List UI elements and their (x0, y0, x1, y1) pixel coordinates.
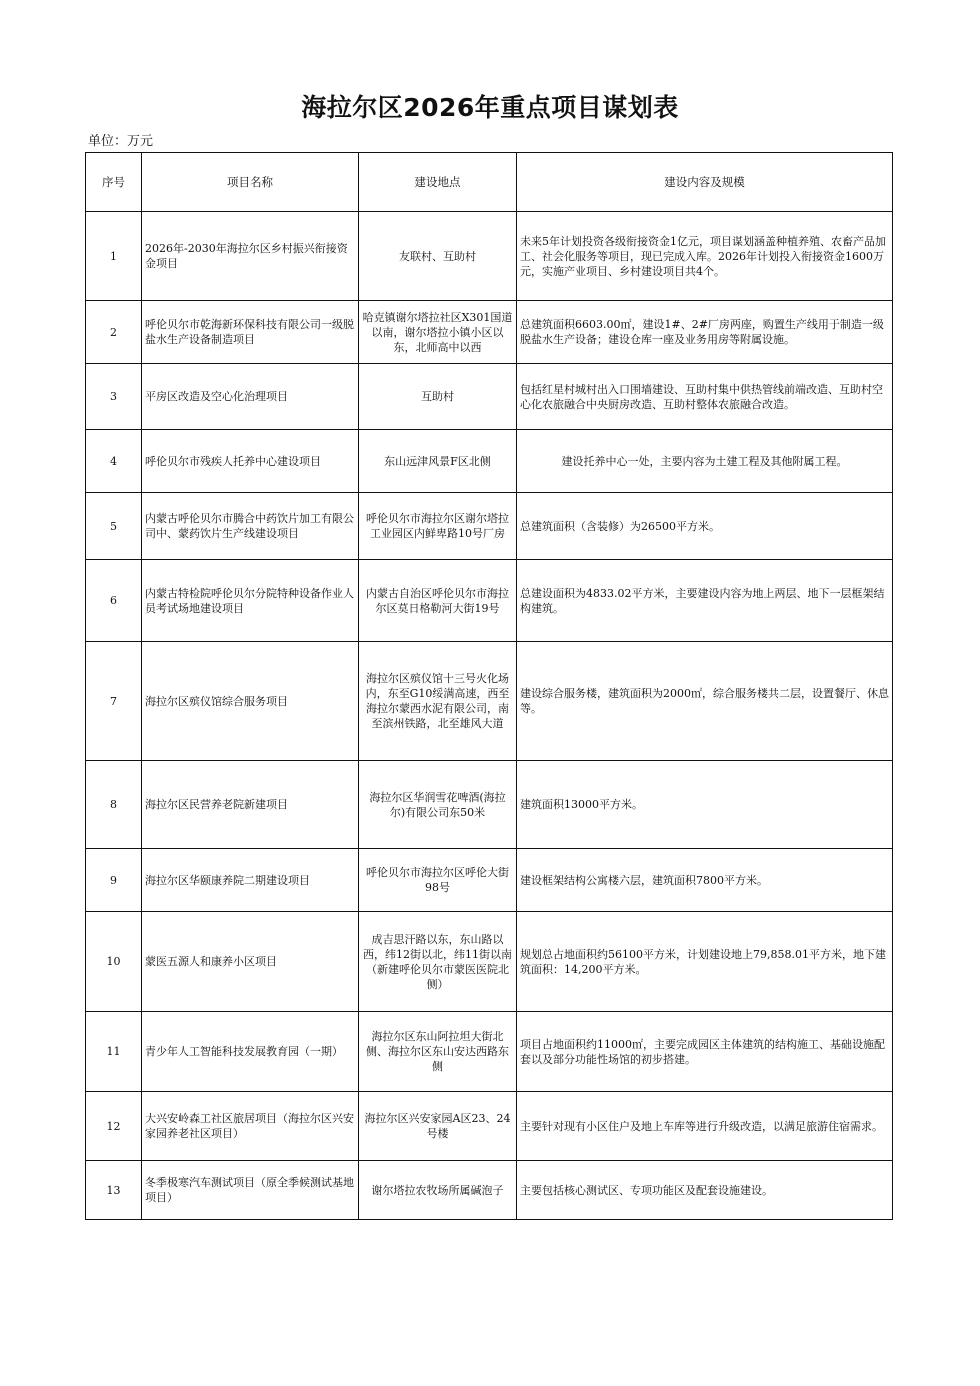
row-name: 内蒙古呼伦贝尔市腾合中药饮片加工有限公司中、蒙药饮片生产线建设项目 (142, 493, 359, 560)
row-no: 2 (86, 301, 142, 364)
header-location: 建设地点 (359, 153, 517, 212)
row-content: 主要针对现有小区住户及地上车库等进行升级改造，以满足旅游住宿需求。 (517, 1092, 893, 1161)
row-location: 海拉尔区兴安家园A区23、24号楼 (359, 1092, 517, 1161)
header-content: 建设内容及规模 (517, 153, 893, 212)
row-name: 海拉尔区殡仪馆综合服务项目 (142, 642, 359, 761)
page-title: 海拉尔区2026年重点项目谋划表 (301, 93, 679, 122)
row-location: 成吉思汗路以东，东山路以西，纬12街以北，纬11街以南（新建呼伦贝尔市蒙医医院北侧） (359, 912, 517, 1012)
row-name: 大兴安岭森工社区旅居项目（海拉尔区兴安家园养老社区项目） (142, 1092, 359, 1161)
row-content: 建设框架结构公寓楼六层，建筑面积7800平方米。 (517, 849, 893, 912)
header-name: 项目名称 (142, 153, 359, 212)
table-row (86, 430, 893, 493)
table-header-row (86, 153, 893, 212)
row-content: 包括红星村城村出入口围墙建设、互助村集中供热管线前端改造、互助村空心化农旅融合中央厨房改造、互助村整体农旅融合改造。 (517, 364, 893, 430)
row-location: 互助村 (359, 364, 517, 430)
unit-label: 单位：万元 (88, 134, 154, 149)
row-content: 未来5年计划投资各级衔接资金1亿元，项目谋划涵盖种植养殖、农畜产品加工、社会化服务等项目，现已完成入库。2026年计划投入衔接资金1600万元，实施产业项目、乡村建设项目共4个。 (517, 212, 893, 301)
row-content: 总建筑面积6603.00㎡，建设1#、2#厂房两座，购置生产线用于制造一级脱盐水生产设备；建设仓库一座及业务用房等附属设施。 (517, 301, 893, 364)
row-no: 10 (86, 912, 142, 1012)
row-name: 海拉尔区民营养老院新建项目 (142, 761, 359, 849)
table-row (86, 493, 893, 560)
row-location: 呼伦贝尔市海拉尔区谢尔塔拉工业园区内鲜卑路10号厂房 (359, 493, 517, 560)
table-row (86, 1012, 893, 1092)
row-name: 呼伦贝尔市乾海新环保科技有限公司一级脱盐水生产设备制造项目 (142, 301, 359, 364)
row-name: 海拉尔区华颐康养院二期建设项目 (142, 849, 359, 912)
row-name: 呼伦贝尔市残疾人托养中心建设项目 (142, 430, 359, 493)
header-no: 序号 (86, 153, 142, 212)
row-no: 8 (86, 761, 142, 849)
row-name: 2026年-2030年海拉尔区乡村振兴衔接资金项目 (142, 212, 359, 301)
row-location: 友联村、互助村 (359, 212, 517, 301)
table-row (86, 849, 893, 912)
row-no: 12 (86, 1092, 142, 1161)
table-row (86, 301, 893, 364)
row-name: 冬季极寒汽车测试项目（原全季候测试基地项目） (142, 1161, 359, 1220)
table-row (86, 364, 893, 430)
row-content: 规划总占地面积约56100平方米，计划建设地上79,858.01平方米，地下建筑面积：14,200平方米。 (517, 912, 893, 1012)
row-name: 蒙医五源人和康养小区项目 (142, 912, 359, 1012)
row-content: 建设托养中心一处，主要内容为土建工程及其他附属工程。 (517, 430, 893, 493)
row-content: 总建筑面积（含装修）为26500平方米。 (517, 493, 893, 560)
row-no: 11 (86, 1012, 142, 1092)
row-no: 4 (86, 430, 142, 493)
row-name: 内蒙古特检院呼伦贝尔分院特种设备作业人员考试场地建设项目 (142, 560, 359, 642)
row-location: 海拉尔区华润雪花啤酒(海拉尔)有限公司东50米 (359, 761, 517, 849)
row-no: 1 (86, 212, 142, 301)
row-location: 哈克镇谢尔塔拉社区X301国道以南，谢尔塔拉小镇小区以东，北师高中以西 (359, 301, 517, 364)
table-row (86, 1161, 893, 1220)
row-name: 平房区改造及空心化治理项目 (142, 364, 359, 430)
row-location: 东山远津风景F区北侧 (359, 430, 517, 493)
row-no: 5 (86, 493, 142, 560)
row-content: 建设综合服务楼，建筑面积为2000㎡，综合服务楼共二层，设置餐厅、休息等。 (517, 642, 893, 761)
row-name: 青少年人工智能科技发展教育园（一期） (142, 1012, 359, 1092)
row-no: 13 (86, 1161, 142, 1220)
row-content: 项目占地面积约11000㎡，主要完成园区主体建筑的结构施工、基础设施配套以及部分功能性场馆的初步搭建。 (517, 1012, 893, 1092)
table-row (86, 761, 893, 849)
row-content: 主要包括核心测试区、专项功能区及配套设施建设。 (517, 1161, 893, 1220)
table-row (86, 1092, 893, 1161)
table-row (86, 212, 893, 301)
row-location: 内蒙古自治区呼伦贝尔市海拉尔区莫日格勒河大街19号 (359, 560, 517, 642)
row-no: 6 (86, 560, 142, 642)
table-row (86, 642, 893, 761)
table-row (86, 560, 893, 642)
row-location: 海拉尔区殡仪馆十三号火化场内，东至G10绥满高速，西至海拉尔蒙西水泥有限公司，南至滨州铁路，北至雄风大道 (359, 642, 517, 761)
row-content: 建筑面积13000平方米。 (517, 761, 893, 849)
row-location: 呼伦贝尔市海拉尔区呼伦大街98号 (359, 849, 517, 912)
project-plan-table (85, 152, 893, 1220)
row-no: 7 (86, 642, 142, 761)
row-no: 9 (86, 849, 142, 912)
table-row (86, 912, 893, 1012)
row-location: 海拉尔区东山阿拉坦大街北侧、海拉尔区东山安达西路东侧 (359, 1012, 517, 1092)
row-no: 3 (86, 364, 142, 430)
row-content: 总建设面积为4833.02平方米，主要建设内容为地上两层、地下一层框架结构建筑。 (517, 560, 893, 642)
row-location: 谢尔塔拉农牧场所属碱泡子 (359, 1161, 517, 1220)
